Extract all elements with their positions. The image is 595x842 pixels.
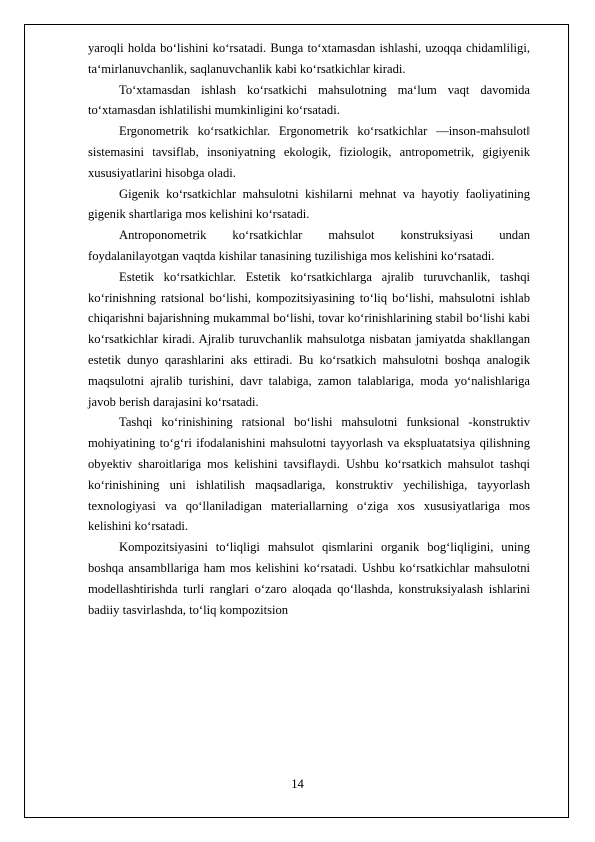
paragraph-8: Kompozitsiyasini to‘liqligi mahsulot qismlarini organik bog‘liqligini, uning boshqa ansambllariga ham mos kelishini ko‘rsatadi. Ushbu ko‘rsatkichlar mahsulotni modellashtirishda turli ranglari o‘zaro aloqada qo‘llashda, konstruksiyalash ishlarini badiiy tasvirlashda, to‘liq kompozitsion	[88, 540, 530, 617]
paragraph-3: Ergonometrik ko‘rsatkichlar. Ergonometrik ko‘rsatkichlar ―inson-mahsulot‖ sistemasini tavsiflab, insoniyatning ekologik, fiziologik, antropometrik, gigiyenik xususiyatlarini hisobga oladi.	[88, 124, 530, 180]
paragraph-7: Tashqi ko‘rinishining ratsional bo‘lishi mahsulotni funksional -konstruktiv mohiyatining to‘g‘ri ifodalanishini mahsulotni tayyorlash va ekspluatatsiya qilishning obyektiv sharoitlariga mos kelishini tavsiflaydi. Ushbu ko‘rsatkich mahsulot tashqi ko‘rinishining uni ishlatilish maqsadlariga, konstruktiv yechilishiga, tayyorlash texnologiyasi va qo‘llaniladigan materiallarning o‘ziga xos xususiyatlariga mos kelishini ko‘rsatadi.	[88, 415, 530, 534]
document-body	[88, 38, 530, 620]
paragraph-6: Estetik ko‘rsatkichlar. Estetik ko‘rsatkichlarga ajralib turuvchanlik, tashqi ko‘rinishning ratsional bo‘lishi, kompozitsiyasining to‘liq bo‘lishi, mahsulotni ishlab chiqarishni bajarishning mukammal bo‘lishi, tovar ko‘rinishlarining stabil bo‘lishi kabi ko‘rsatkichlar kiradi. Ajralib turuvchanlik mahsulotga nisbatan jamiyatda shakllangan estetik dunyo qarashlarini aks ettiradi. Bu ko‘rsatkich mahsulotni boshqa analogik maqsulotni ajralib turishini, davr talabiga, zamon talablariga, moda yo‘nalishlariga javob berish darajasini ko‘rsatadi.	[88, 269, 530, 409]
paragraph-4: Gigenik ko‘rsatkichlar mahsulotni kishilarni mehnat va hayotiy faoliyatining gigenik shartlariga mos kelishini ko‘rsatadi.	[88, 186, 530, 222]
page-number: 14	[291, 777, 304, 791]
paragraph-1: yaroqli holda bo‘lishini ko‘rsatadi. Bunga to‘xtamasdan ishlashi, uzoqqa chidamliligi, ta‘mirlanuvchanlik, saqlanuvchanlik kabi ko‘rsatkichlar kiradi.	[88, 41, 530, 76]
paragraph-2: To‘xtamasdan ishlash ko‘rsatkichi mahsulotning ma‘lum vaqt davomida to‘xtamasdan ishlatilishi mumkinligini ko‘rsatadi.	[88, 82, 530, 118]
paragraph-5: Antroponometrik ko‘rsatkichlar mahsulot konstruksiyasi undan foydalanilayotgan vaqtda kishilar tanasining tuzilishiga mos kelishini ko‘rsatadi.	[88, 228, 530, 263]
